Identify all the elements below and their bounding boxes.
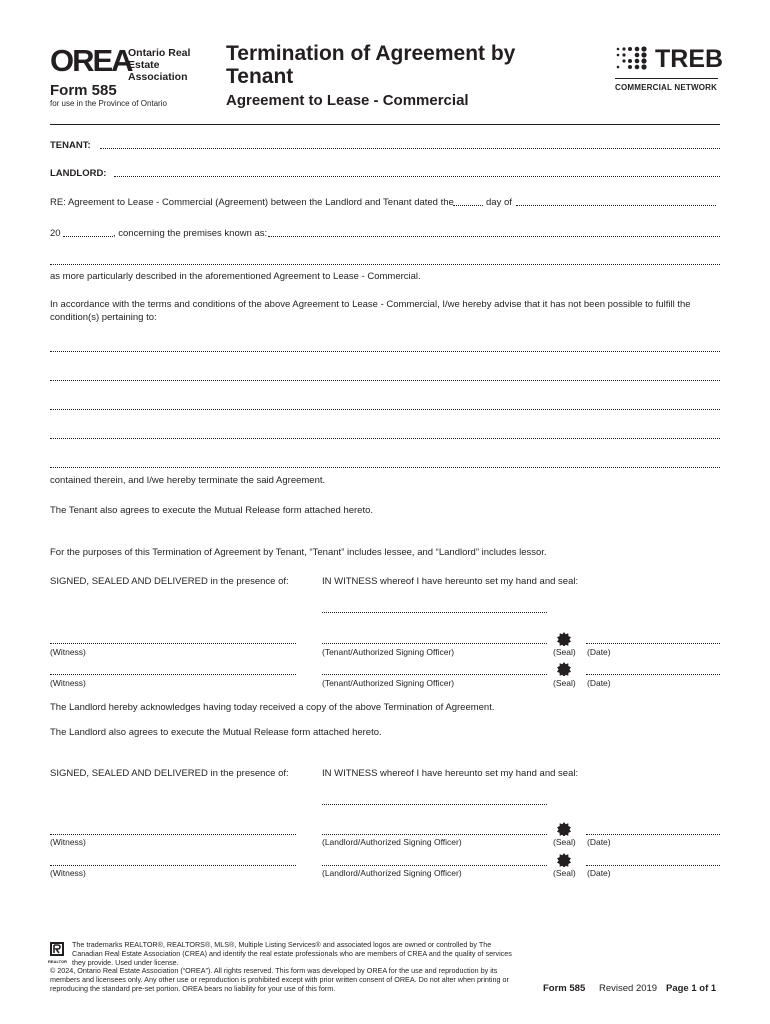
- copyright-notice: © 2024, Ontario Real Estate Association (“OREA”). All rights reserved. This form was developed by OREA for the use and reproduction by its members and licensees only. Any other use or reproduction is prohibited except with prior written consent of OREA. Do not alter when printing or reproducing the standard pre-set portion. OREA bears no liability for your use of this form.: [50, 966, 509, 993]
- witness-line-4[interactable]: [50, 865, 296, 866]
- in-witness-label: IN WITNESS whereof I have hereunto set my hand and seal:: [322, 768, 579, 779]
- mutual-release-tenant-text: The Tenant also agrees to execute the Mutual Release form attached hereto.: [50, 505, 374, 516]
- signed-sealed-label: SIGNED, SEALED AND DELIVERED in the presence of:: [50, 768, 289, 779]
- landlord-officer-caption: (Landlord/Authorized Signing Officer): [322, 837, 462, 847]
- witness-caption: (Witness): [50, 868, 86, 878]
- orea-logo: OREA: [50, 43, 132, 78]
- seal-icon: [557, 853, 571, 867]
- treb-logo: TREB: [655, 45, 724, 73]
- contained-text: contained therein, and I/we hereby terminate the said Agreement.: [50, 475, 326, 486]
- witness-caption: (Witness): [50, 837, 86, 847]
- form-number: Form 585: [50, 82, 117, 99]
- concerning-label: , concerning the premises known as:: [113, 228, 268, 239]
- date-caption: (Date): [587, 837, 611, 847]
- treb-divider: [615, 78, 718, 79]
- province-note: for use in the Province of Ontario: [50, 99, 167, 108]
- purposes-text: For the purposes of this Termination of Agreement by Tenant, “Tenant” includes lessee, and “Landlord” includes lessor.: [50, 547, 547, 558]
- landlord-label: LANDLORD:: [50, 168, 107, 179]
- seal-caption: (Seal): [553, 647, 576, 657]
- condition-line-1[interactable]: [50, 351, 720, 352]
- treb-dots-icon: [615, 46, 651, 72]
- date-caption: (Date): [587, 647, 611, 657]
- landlord-signature-line-2[interactable]: [322, 865, 547, 866]
- seal-caption: (Seal): [553, 837, 576, 847]
- seal-caption: (Seal): [553, 678, 576, 688]
- date-line-2[interactable]: [586, 674, 720, 675]
- re-text: RE: Agreement to Lease - Commercial (Agreement) between the Landlord and Tenant dated the: [50, 197, 454, 208]
- accordance-text: In accordance with the terms and conditions of the above Agreement to Lease - Commercial, I/we hereby advise that it has not been possible to fulfill the condition(s) pertaining to:: [50, 299, 691, 323]
- day-field[interactable]: [453, 205, 483, 206]
- as-more-text: as more particularly described in the aforementioned Agreement to Lease - Commercial.: [50, 271, 421, 282]
- tenant-officer-caption: (Tenant/Authorized Signing Officer): [322, 647, 455, 657]
- footer-revised: Revised 2019: [599, 983, 658, 994]
- tenant-field[interactable]: [100, 148, 720, 149]
- seal-icon: [557, 662, 571, 676]
- landlord-field[interactable]: [114, 176, 720, 177]
- form-title: Termination of Agreement by Tenant: [226, 42, 516, 88]
- realtor-mark-label: REALTOR: [48, 959, 67, 964]
- tenant-name-line[interactable]: [322, 612, 547, 613]
- landlord-name-line[interactable]: [322, 804, 547, 805]
- tenant-label: TENANT:: [50, 140, 91, 151]
- header-rule: [50, 124, 720, 125]
- mutual-release-landlord-text: The Landlord also agrees to execute the Mutual Release form attached hereto.: [50, 727, 382, 738]
- landlord-ack-text: The Landlord hereby acknowledges having today received a copy of the above Termination of Agreement.: [50, 702, 495, 713]
- treb-network-label: COMMERCIAL NETWORK: [615, 83, 718, 92]
- witness-line-3[interactable]: [50, 834, 296, 835]
- seal-icon: [557, 632, 571, 646]
- witness-caption: (Witness): [50, 647, 86, 657]
- witness-line-2[interactable]: [50, 674, 296, 675]
- form-subtitle: Agreement to Lease - Commercial: [226, 92, 469, 109]
- date-line-4[interactable]: [586, 865, 720, 866]
- condition-line-4[interactable]: [50, 438, 720, 439]
- year-prefix: 20: [50, 228, 61, 239]
- condition-line-3[interactable]: [50, 409, 720, 410]
- tenant-signature-line-1[interactable]: [322, 643, 547, 644]
- premises-field-2[interactable]: [50, 264, 720, 265]
- trademark-notice: The trademarks REALTOR®, REALTORS®, MLS®, Multiple Listing Services® and associated logos are owned or controlled by The Canadian Real Estate Association (CREA) and identify the real estate professionals who are members of CREA and the quality of services they provide. Used under license.: [72, 940, 512, 967]
- month-field[interactable]: [516, 205, 716, 206]
- landlord-officer-caption: (Landlord/Authorized Signing Officer): [322, 868, 462, 878]
- seal-icon: [557, 822, 571, 836]
- date-line-3[interactable]: [586, 834, 720, 835]
- year-field[interactable]: [63, 236, 113, 237]
- witness-line-1[interactable]: [50, 643, 296, 644]
- condition-line-5[interactable]: [50, 467, 720, 468]
- seal-caption: (Seal): [553, 868, 576, 878]
- orea-logo-subtitle: Ontario Real Estate Association: [128, 47, 191, 83]
- signed-sealed-label: SIGNED, SEALED AND DELIVERED in the presence of:: [50, 576, 289, 587]
- date-caption: (Date): [587, 868, 611, 878]
- date-line-1[interactable]: [586, 643, 720, 644]
- footer-form-number: Form 585: [543, 983, 586, 994]
- premises-field[interactable]: [268, 236, 720, 237]
- date-caption: (Date): [587, 678, 611, 688]
- condition-line-2[interactable]: [50, 380, 720, 381]
- tenant-officer-caption: (Tenant/Authorized Signing Officer): [322, 678, 455, 688]
- realtor-logo-icon: [50, 942, 64, 956]
- landlord-signature-line-1[interactable]: [322, 834, 547, 835]
- tenant-signature-line-2[interactable]: [322, 674, 547, 675]
- witness-caption: (Witness): [50, 678, 86, 688]
- day-of-label: day of: [486, 197, 512, 208]
- footer-page-number: Page 1 of 1: [666, 983, 717, 994]
- in-witness-label: IN WITNESS whereof I have hereunto set my hand and seal:: [322, 576, 579, 587]
